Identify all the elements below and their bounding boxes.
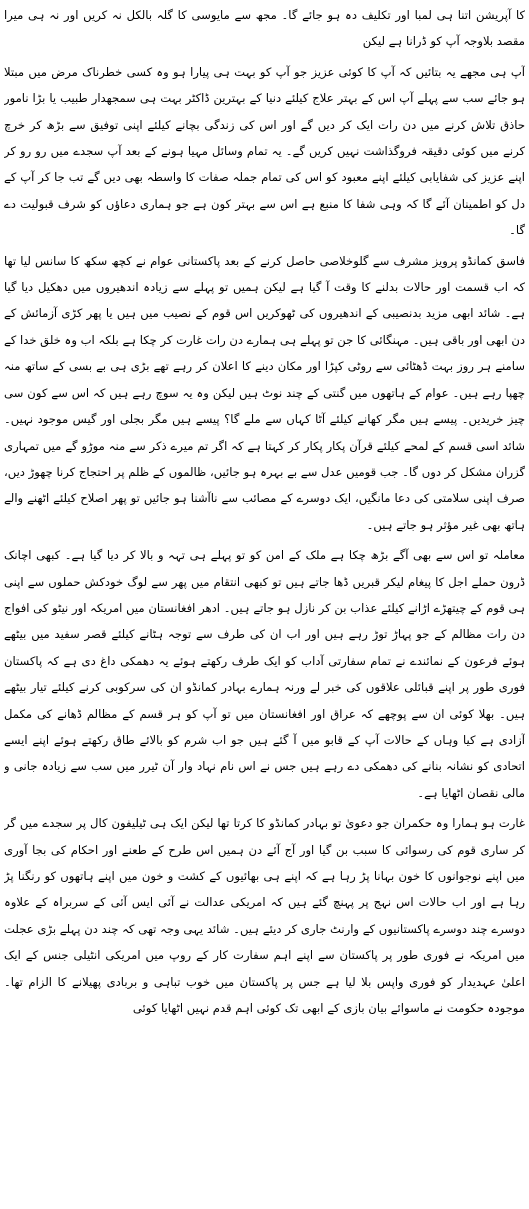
article-body: [4, 2, 525, 1207]
paragraph-1: کا آپریشن اتنا ہی لمبا اور تکلیف دہ ہو جائے گا۔ مجھ سے مایوسی کا گلہ بالکل نہ کریں اور نہ ہی میرا مقصد بلاوجہ آپ کو ڈرانا ہے لیکن: [4, 8, 525, 49]
paragraph-2: آپ ہی مجھے یہ بتائیں کہ آپ کا کوئی عزیز جو آپ کو بہت ہی پیارا ہو وہ کسی خطرناک مرض میں مبتلا ہو جائے سب سے پہلے آپ اس کے بہتر علاج کیلئے دنیا کے بہترین ڈاکٹر بہت ہی سمجھدار طبیب یا بڑا نامور حاذق تلاش کرنے میں دن رات ایک کر دیں گے اور اس کی زندگی بچانے کیلئے اپنی توفیق سے بڑھ کر خرچ کرنے میں کوئی دقیقہ فروگذاشت نہیں کریں گے۔ یہ تمام وسائل مہیا ہونے کے بعد آپ سجدے میں رو رو کر اپنے عزیز کی شفایابی کیلئے اپنے معبود کو اس کی تمام جملہ صفات کا واسطہ بھی دیں گے تب جا کر آپ کے دل کو اطمینان آئے گا کہ وہی شفا کا منبع ہے اس سے بہتر کون ہے جو ہماری دعاؤں کو شرف قبولیت دے گا۔: [4, 64, 525, 238]
paragraph-4: معاملہ تو اس سے بھی آگے بڑھ چکا ہے ملک کے امن کو تو پہلے ہی تہہ و بالا کر دیا گیا ہے۔ کبھی اچانک ڈرون حملے اجل کا پیغام لیکر قبریں ڈھا جاتے ہیں تو کبھی انتقام میں پھر سے لوگ خودکش حملوں سے اپنی ہی قوم کے چیتھڑے اڑانے کیلئے عذاب بن کر نازل ہو جاتے ہیں۔ ادھر افغانستان میں امریکہ اور نیٹو کی افواج دن رات مظالم کے جو پہاڑ توڑ رہے ہیں اور اب ان کی طرف سے توجہ ہٹانے کیلئے قصر سفید میں بیٹھے ہوئے فرعون کے نمائندے نے تمام سفارتی آداب کو ایک طرف رکھتے ہوئے یہ دھمکی داغ دی ہے کہ پاکستان فوری طور پر اپنے قبائلی علاقوں کی خبر لے ورنہ ہمارے بہادر کمانڈو ان کی سرکوبی کرنے کیلئے تیار بیٹھے ہیں۔ بھلا کوئی ان سے پوچھے کہ عراق اور افغانستان میں تو آپ کو ہر قسم کے مظالم ڈھانے کی مکمل آزادی ہے کیا وہاں کے حالات آپ کے قابو میں آ گئے ہیں جو اب شرم کو بالائے طاق رکھتے ہوئے اپنے ایسے اتحادی کو نشانہ بنانے کی دھمکی دے رہے ہیں جس نے اس نام نہاد وار آن ٹیرر میں سب سے زیادہ جانی و مالی نقصان اٹھایا ہے۔: [4, 548, 525, 800]
paragraph-5: غارت ہو ہمارا وہ حکمران جو دعویٰ تو بہادر کمانڈو کا کرتا تھا لیکن ایک ہی ٹیلیفون کال پر سجدے میں گر کر ساری قوم کی رسوائی کا سبب بن گیا اور آج آئے دن ہمیں اس طرح کے طعنے اور احکام کی بجا آوری میں اپنے نوجوانوں کا خون بہانا پڑ رہا ہے کہ اپنے ہی بھائیوں کے کشت و خون میں اپنے ہاتھوں کو رنگنا پڑ رہا ہے اور اب حالات اس نہج پر پہنچ گئے ہیں کہ امریکی عدالت نے آئی ایس آئی کے سربراہ کے علاوہ دوسرے چند دوسرے پاکستانیوں کے وارنٹ جاری کر دیئے ہیں۔ شائد یہی وجہ تھی کہ چند دن پہلے بڑی عجلت میں امریکہ نے فوری طور پر پاکستان سے اپنے اہم سفارت کار کے روپ میں امریکی انٹیلی جنس کے ایک اعلیٰ عہدیدار کو فوری واپس بلا لیا ہے جس پر پاکستان میں خوب تباہی و بربادی پھیلانے کا الزام تھا۔ موجودہ حکومت نے ماسوائے بیان بازی کے ابھی تک کوئی اہم قدم نہیں اٹھایا کوئی: [4, 816, 525, 1016]
paragraph-3: فاسق کمانڈو پرویز مشرف سے گلوخلاصی حاصل کرنے کے بعد پاکستانی عوام نے کچھ سکھ کا سانس لیا تھا کہ اب قسمت اور حالات بدلنے کا وقت آ گیا ہے لیکن ہمیں تو پہلے سے زیادہ اندھیروں میں دھکیل دیا گیا ہے۔ شائد ابھی مزید بدنصیبی کے اندھیروں کی ٹھوکریں اس قوم کے نصیب میں ہیں یا پھر کڑی آزمائش کے دن ابھی اور باقی ہیں۔ مہنگائی کا جن تو پہلے ہی ہمارے دن رات غارت کر چکا ہے بلکہ اب وہ خلق خدا کے سامنے ہر روز بہت ڈھٹائی سے روٹی کپڑا اور مکان دینے کا اعلان کر رہے تھے بڑی ہی بے بسی کے ساتھ منہ چھپا رہے ہیں۔ عوام کے ہاتھوں میں گنتی کے چند نوٹ ہیں لیکن وہ یہ سوچ رہے ہیں کہ اس سے کون سی چیز خریدیں۔ پیسے ہیں مگر کھانے کیلئے آٹا کہاں سے ملے گا؟ پیسے ہیں مگر بجلی اور گیس موجود نہیں۔ شائد اسی قسم کے لمحے کیلئے قرآن پکار پکار کر کہتا ہے کہ اگر تم میرے ذکر سے منہ موڑو گے میں تمہاری گزران مشکل کر دوں گا۔ جب قومیں عدل سے بے بہرہ ہو جائیں، ظالموں کے ظلم پر احتجاج کرنا چھوڑ دیں، صرف اپنی سلامتی کی دعا مانگیں، ایک دوسرے کے مصائب سے ناآشنا ہو جائیں تو پھر اصلاح کیلئے اٹھنے والے ہاتھ بھی غیر مؤثر ہو جاتے ہیں۔: [4, 253, 525, 532]
